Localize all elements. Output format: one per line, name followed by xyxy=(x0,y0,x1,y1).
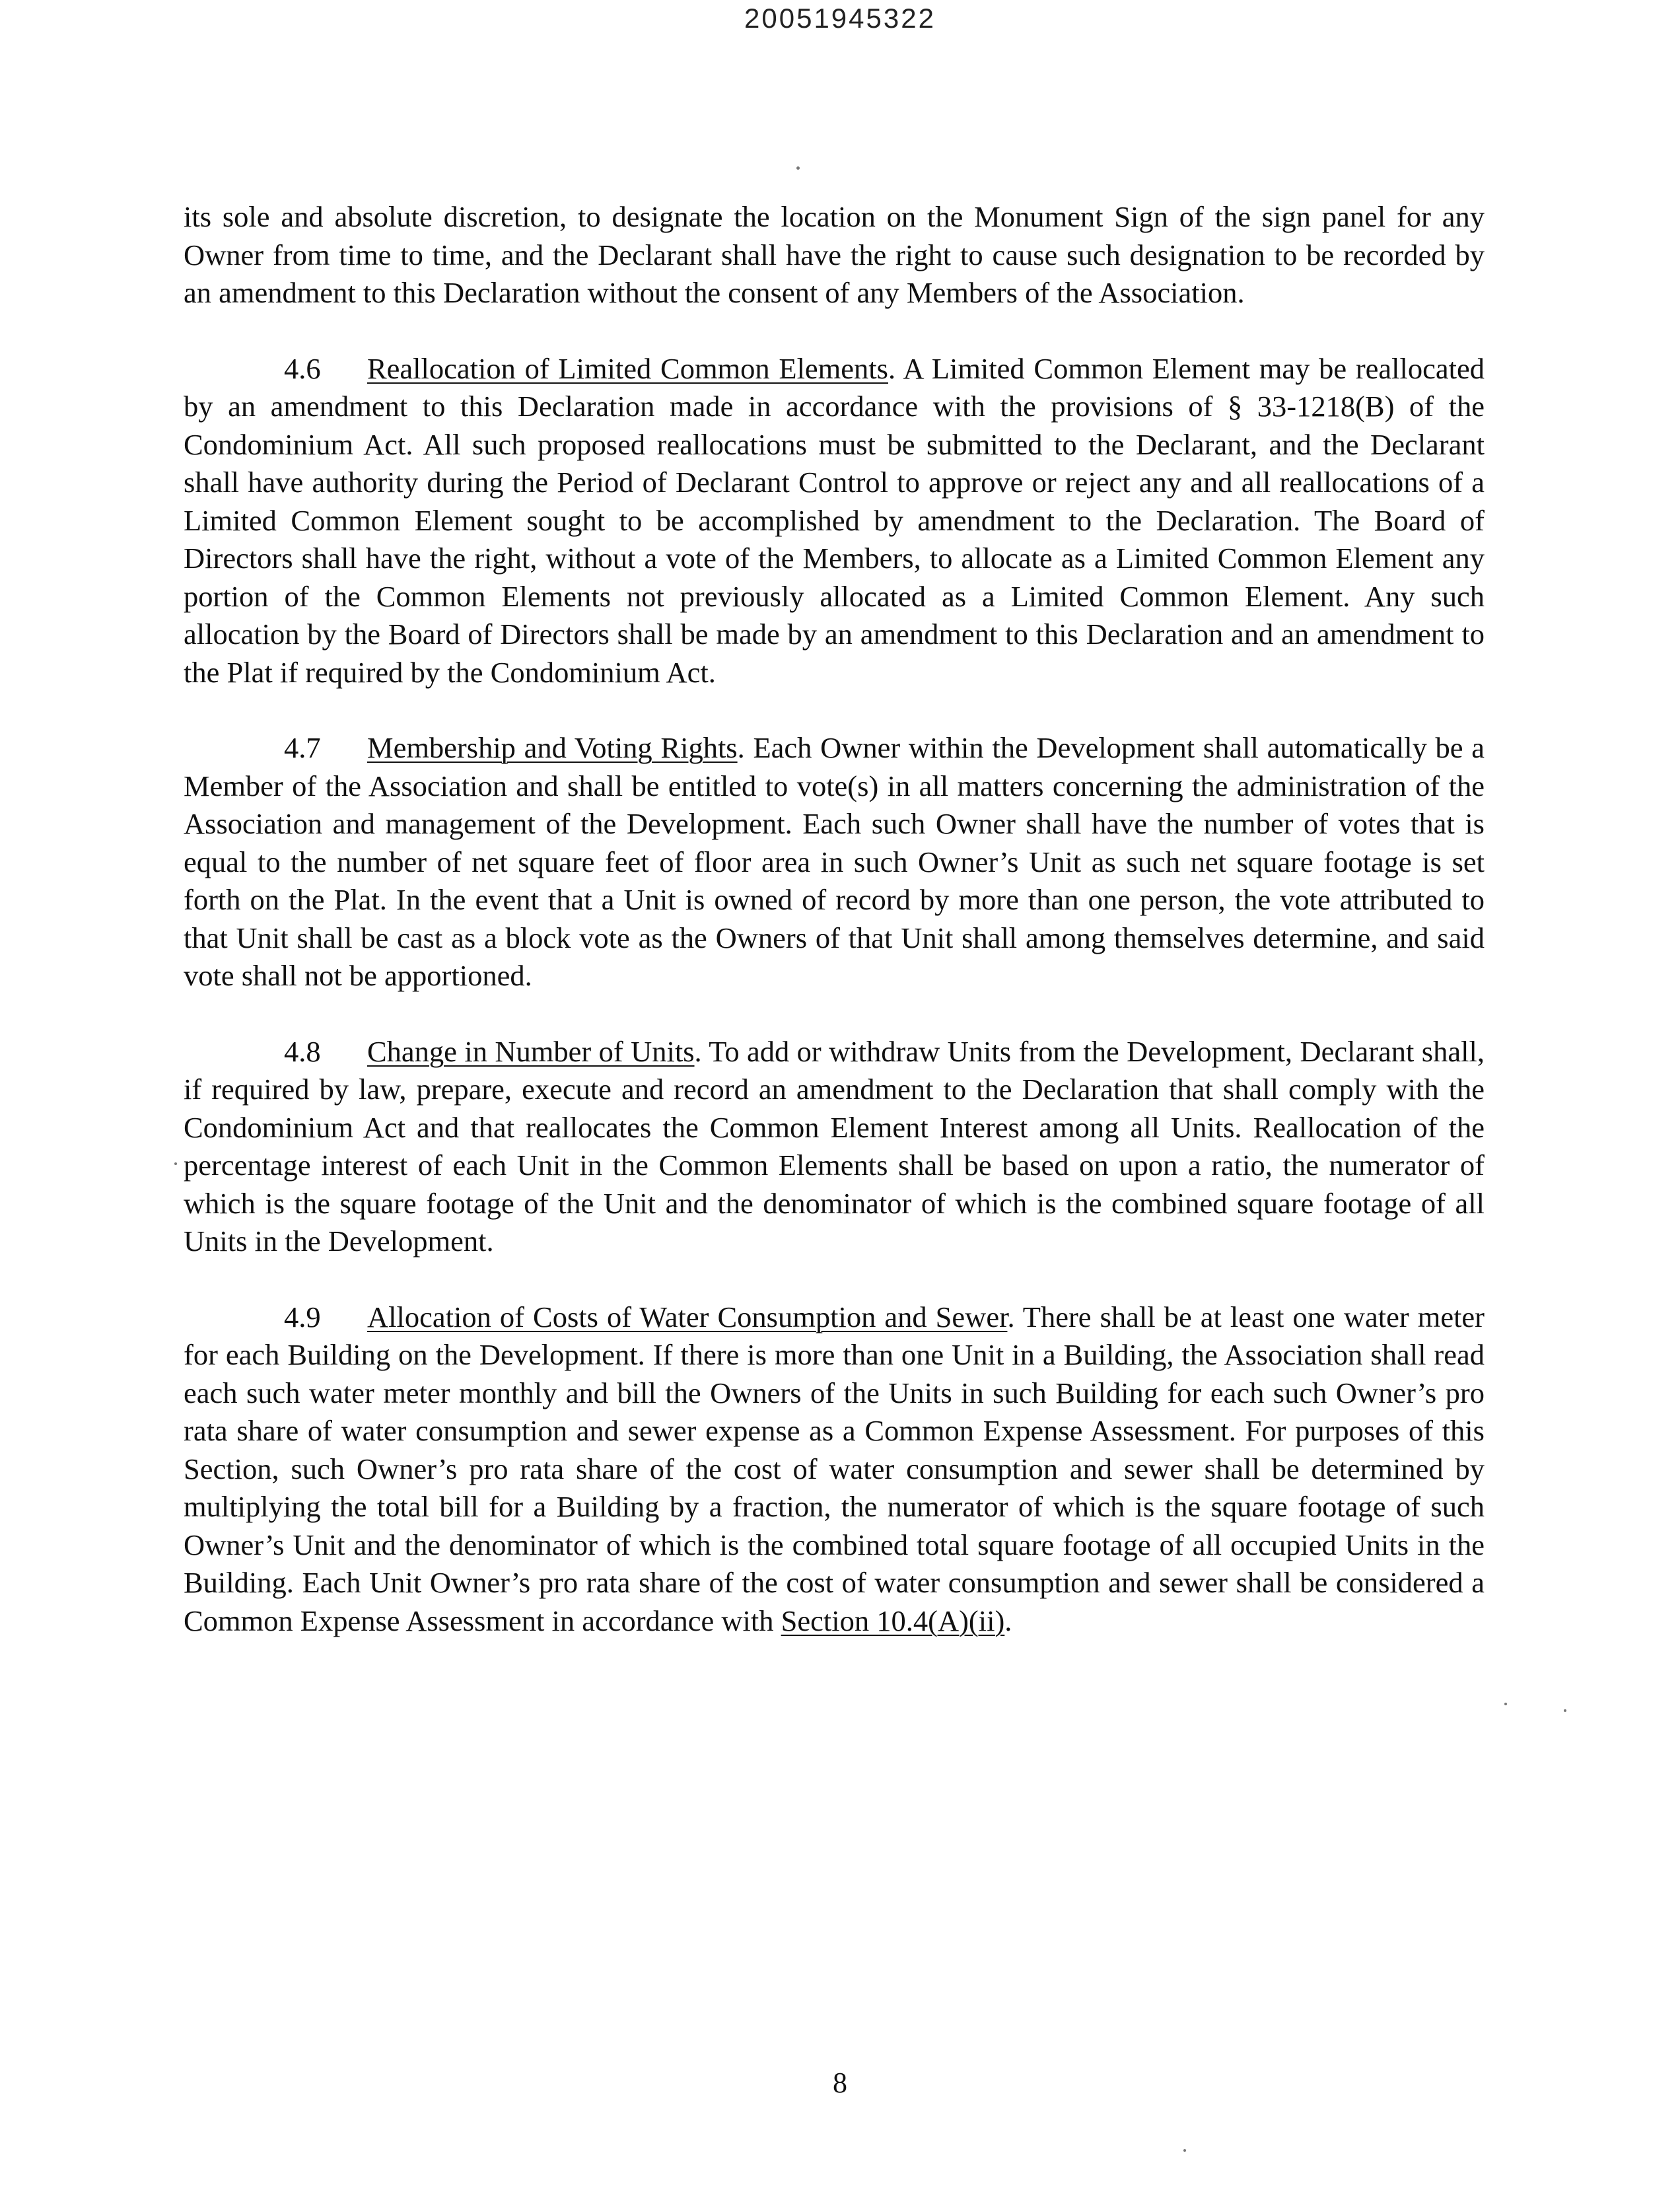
section-heading: Membership and Voting Rights xyxy=(367,731,738,764)
section-4-9 xyxy=(184,1298,1485,1641)
section-number: 4.8 xyxy=(284,1034,321,1068)
scan-speck xyxy=(1564,1709,1566,1712)
section-4-8 xyxy=(184,1033,1485,1261)
section-number: 4.7 xyxy=(284,731,321,764)
section-body: . Each Owner within the Development shall automatically be a Member of the Association and shall be entitled to vote(s) in all matters concerning the administration of the Association and management of the Development. Each such Owner shall have the number of votes that is equal to the number of net square feet of floor area in such Owner’s Unit as such net square footage is set forth on the Plat. In the event that a Unit is owned of record by more than one person, the vote attributed to that Unit shall be cast as a block vote as the Owners of that Unit shall among themselves determine, and said vote shall not be apportioned. xyxy=(184,731,1485,992)
section-body: . To add or withdraw Units from the Development, Declarant shall, if required by law, prepare, execute and record an amendment to the Declaration that shall comply with the Condominium Act and that reallocates the Common Element Interest among all Units. Reallocation of the percentage interest of each Unit in the Common Elements shall be based on upon a ratio, the numerator of which is the square footage of the Unit and the denominator of which is the combined square footage of all Units in the Development. xyxy=(184,1034,1485,1258)
page-number: 8 xyxy=(833,2067,847,2099)
document-id: 20051945322 xyxy=(744,3,936,34)
section-cross-reference: Section 10.4(A)(ii) xyxy=(781,1604,1005,1637)
section-4-7 xyxy=(184,729,1485,995)
section-body: . A Limited Common Element may be reallocated by an amendment to this Declaration made in accordance with the provisions of § 33-1218(B) of the Condominium Act. All such proposed reallocations must be submitted to the Declarant, and the Declarant shall have authority during the Period of Declarant Control to approve or reject any and all reallocations of a Limited Common Element sought to be accomplished by amendment to the Declaration. The Board of Directors shall have the right, without a vote of the Members, to allocate as a Limited Common Element any portion of the Common Elements not previously allocated as a Limited Common Element. Any such allocation by the Board of Directors shall be made by an amendment to this Declaration and an amendment to the Plat if required by the Condominium Act. xyxy=(184,351,1485,689)
section-heading: Change in Number of Units xyxy=(367,1034,695,1068)
scan-speck xyxy=(174,1162,177,1165)
scan-speck xyxy=(1504,1703,1507,1705)
section-4-6 xyxy=(184,350,1485,692)
section-tail: . xyxy=(1004,1604,1012,1637)
section-body: . There shall be at least one water meter for each Building on the Development. If there is more than one Unit in a Building, the Association shall read each such water meter monthly and bill the Owners of the Units in such Building for each such Owner’s pro rata share of water consumption and sewer expense as a Common Expense Assessment. For purposes of this Section, such Owner’s pro rata share of the cost of water consumption and sewer shall be determined by multiplying the total bill for a Building by a fraction, the numerator of which is the square footage of such Owner’s Unit and the denominator of which is the combined total square footage of all occupied Units in the Building. Each Unit Owner’s pro rata share of the cost of water consumption and sewer shall be considered a Common Expense Assessment in accordance with xyxy=(184,1300,1485,1637)
scan-speck xyxy=(1183,2149,1186,2152)
section-number: 4.6 xyxy=(284,351,321,385)
section-heading: Reallocation of Limited Common Elements xyxy=(367,351,888,385)
document-body xyxy=(184,198,1485,1678)
section-number: 4.9 xyxy=(284,1300,321,1333)
intro-paragraph: its sole and absolute discretion, to designate the location on the Monument Sign of the sign panel for any Owner from time to time, and the Declarant shall have the right to cause such designation to be recorded by an amendment to this Declaration without the consent of any Members of the Association. xyxy=(184,200,1485,309)
scan-speck xyxy=(796,166,800,170)
section-heading: Allocation of Costs of Water Consumption and Sewer xyxy=(367,1300,1008,1333)
